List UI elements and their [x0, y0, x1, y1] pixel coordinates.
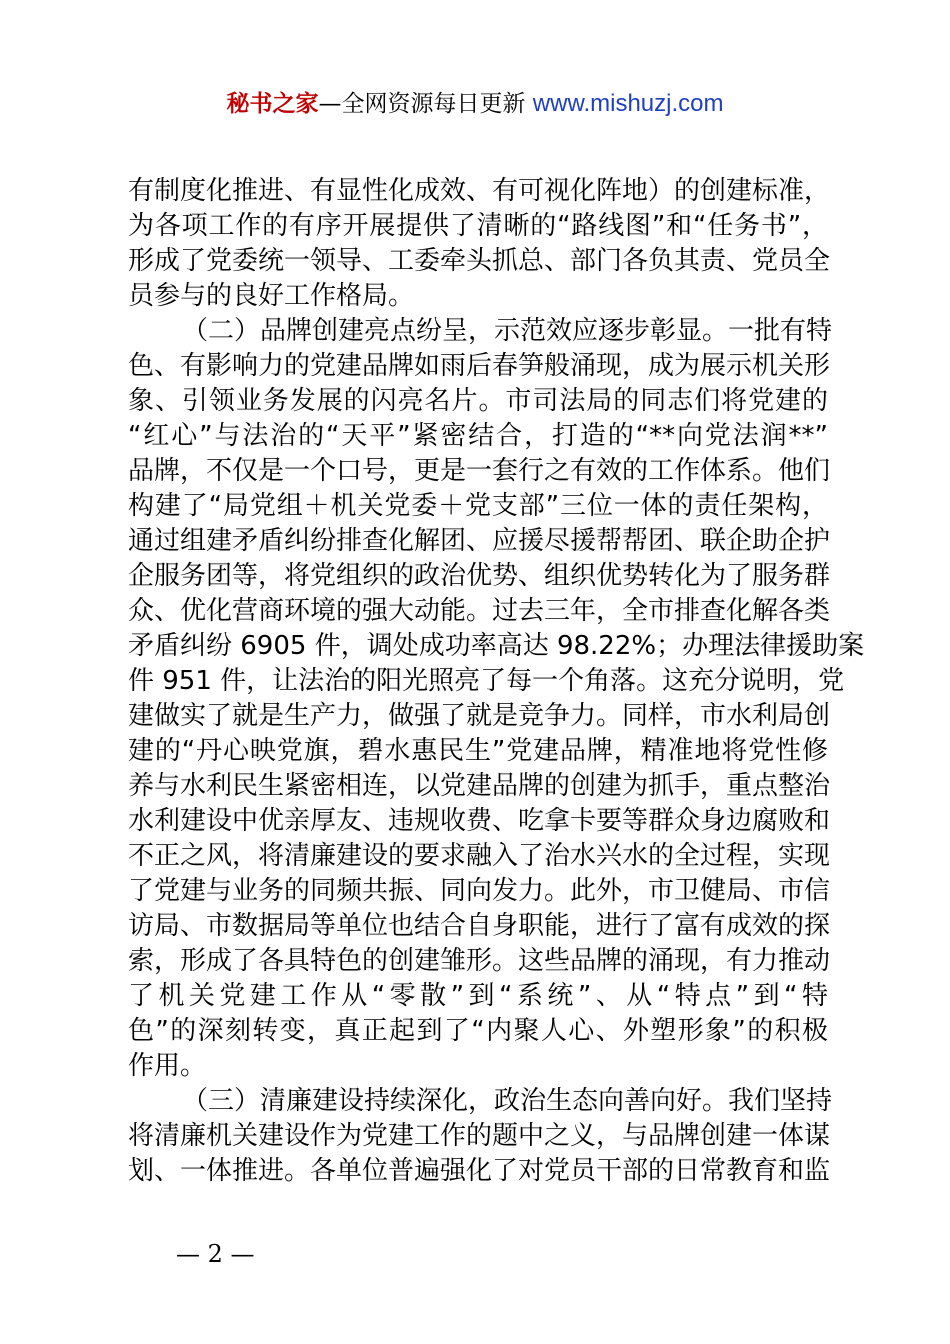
text-line: 访局、市数据局等单位也结合自身职能，进行了富有成效的探	[128, 911, 831, 941]
text-line: 索，形成了各具特色的创建雏形。这些品牌的涌现，有力推动	[128, 946, 831, 976]
text-line: 众、优化营商环境的强大动能。过去三年，全市排查化解各类	[128, 596, 831, 626]
paragraph-heading-line: （二）品牌创建亮点纷呈，示范效应逐步彰显。一批有特	[182, 316, 833, 346]
text-line: 通过组建矛盾纠纷排查化解团、应援尽援帮帮团、联企助企护	[128, 526, 831, 556]
text-line: 了机关党建工作从“零散”到“系统”、从“特点”到“特	[128, 981, 828, 1011]
text-line: 色”的深刻转变，真正起到了“内聚人心、外塑形象”的积极	[128, 1016, 828, 1046]
text-line: 划、一体推进。各单位普遍强化了对党员干部的日常教育和监	[128, 1156, 831, 1186]
text-line: 构建了“局党组＋机关党委＋党支部”三位一体的责任架构，	[128, 491, 828, 521]
text-line: 品牌，不仅是一个口号，更是一套行之有效的工作体系。他们	[128, 456, 831, 486]
text-line: 有制度化推进、有显性化成效、有可视化阵地）的创建标准，	[128, 176, 831, 206]
text-line: 为各项工作的有序开展提供了清晰的“路线图”和“任务书”，	[128, 211, 828, 241]
text-line: 企服务团等，将党组织的政治优势、组织优势转化为了服务群	[128, 561, 831, 591]
site-header	[0, 86, 950, 122]
page-number: — 2 —	[176, 1240, 255, 1268]
text-line: 色、有影响力的党建品牌如雨后春笋般涌现，成为展示机关形	[128, 351, 831, 381]
text-line: 员参与的良好工作格局。	[128, 281, 415, 311]
text-line: 象、引领业务发展的闪亮名片。市司法局的同志们将党建的	[128, 386, 828, 416]
text-line: 件 951 件，让法治的阳光照亮了每一个角落。这充分说明，党	[128, 666, 845, 696]
text-line: 矛盾纠纷 6905 件，调处成功率高达 98.22%；办理法律援助案	[128, 631, 865, 661]
text-line: 建的“丹心映党旗，碧水惠民生”党建品牌，精准地将党性修	[128, 736, 828, 766]
text-line: 作用。	[128, 1051, 207, 1081]
text-line: 了党建与业务的同频共振、同向发力。此外，市卫健局、市信	[128, 876, 831, 906]
text-line: 建做实了就是生产力，做强了就是竞争力。同样，市水利局创	[128, 701, 831, 731]
paragraph-heading-line: （三）清廉建设持续深化，政治生态向善向好。我们坚持	[182, 1086, 833, 1116]
text-line: “红心”与法治的“天平”紧密结合，打造的“**向党法润**”	[128, 421, 828, 451]
site-url-link[interactable]: www.mishuzj.com	[532, 90, 724, 117]
text-line: 不正之风，将清廉建设的要求融入了治水兴水的全过程，实现	[128, 841, 831, 871]
text-line: 水利建设中优亲厚友、违规收费、吃拿卡要等群众身边腐败和	[128, 806, 831, 836]
text-line: 将清廉机关建设作为党建工作的题中之义，与品牌创建一体谋	[128, 1121, 831, 1151]
site-tagline: —全网资源每日更新	[318, 91, 533, 117]
text-line: 形成了党委统一领导、工委牵头抓总、部门各负其责、党员全	[128, 246, 831, 276]
site-brand: 秘书之家	[226, 91, 319, 117]
text-line: 养与水利民生紧密相连，以党建品牌的创建为抓手，重点整治	[128, 771, 831, 801]
